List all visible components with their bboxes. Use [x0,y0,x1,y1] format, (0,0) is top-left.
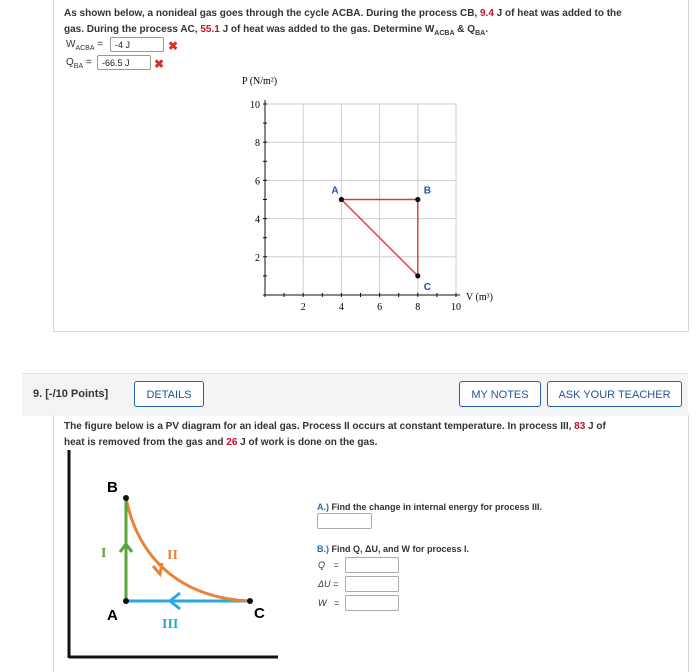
point-c [415,273,420,278]
label-process-i: I [101,546,107,561]
x-axis-label: V (m³) [466,292,493,303]
my-notes-button[interactable]: MY NOTES [459,381,541,407]
y-tick-label: 2 [255,252,260,264]
part-b-q-input[interactable] [345,557,399,573]
w-acba-input[interactable]: -4 J [110,37,164,52]
heat-removed-value: 83 [574,421,586,432]
q-ba-input[interactable]: -66.5 J [97,55,151,70]
label-b: B [423,185,432,197]
incorrect-icon: ✖ [168,39,179,53]
point-b [123,495,129,501]
label-c: C [423,281,432,293]
y-tick-label: 8 [255,138,260,150]
point-c [247,598,253,604]
label-c: C [254,605,265,622]
x-tick-label: 4 [338,302,344,313]
x-tick-label: 8 [415,302,421,313]
w-acba-label: $W_{ACBA}$ = [66,39,104,52]
process-ii-curve [126,498,250,601]
label-a: A [331,185,339,197]
label-process-iii: III [162,617,179,632]
label-process-ii: II [167,548,178,563]
y-tick-label: 10 [250,100,260,111]
y-tick-label: 6 [255,176,260,188]
x-tick-label: 6 [377,302,383,313]
part-b-w-input[interactable] [345,595,399,611]
point-a [123,598,129,604]
part-a-prompt: A.) Find the change in internal energy for process III. [317,502,543,512]
x-tick-label: 2 [300,302,306,313]
pv-diagram-processes [60,448,290,668]
ask-your-teacher-button[interactable]: ASK YOUR TEACHER [547,381,682,407]
part-a-answer-input[interactable] [317,513,372,529]
heat-ac-value: 55.1 [200,24,220,35]
du-label: ΔU = [318,579,339,589]
work-done-value: 26 [226,437,238,448]
q-label: Q = [318,560,339,570]
question-9-text: The figure below is a PV diagram for an ideal gas. Process II occurs at constant temperature. In process III, 83 J of heat is removed from the gas and 26 J of work is done on the gas. [64,421,606,448]
point-a [339,197,344,202]
part-b-prompt: B.) Find Q, ΔU, and W for process I. [317,544,469,554]
incorrect-icon: ✖ [154,57,165,71]
part-b-du-input[interactable] [345,576,399,592]
heat-cb-value: 9.4 [480,8,494,19]
w-label: W = [318,598,340,608]
y-axis-label: P (N/m²) [242,76,278,87]
pv-chart-acba [230,70,520,320]
label-a: A [107,607,118,624]
y-tick-label: 4 [255,214,260,226]
question-8-text: As shown below, a nonideal gas goes through the cycle ACBA. During the process CB, 9.4 J of heat was added to the gas. During the process AC, 55.1 J of heat was added to the gas. Determine $W_{ACBA}$ & $Q_{BA}$. [64,8,622,37]
label-b: B [107,479,118,496]
x-tick-label: 10 [451,302,461,313]
question-9-points: 9. [-/10 Points] [33,388,109,400]
details-button[interactable]: DETAILS [134,381,204,407]
q-ba-label: $Q_{BA}$ = [66,57,92,70]
point-b [415,197,420,202]
